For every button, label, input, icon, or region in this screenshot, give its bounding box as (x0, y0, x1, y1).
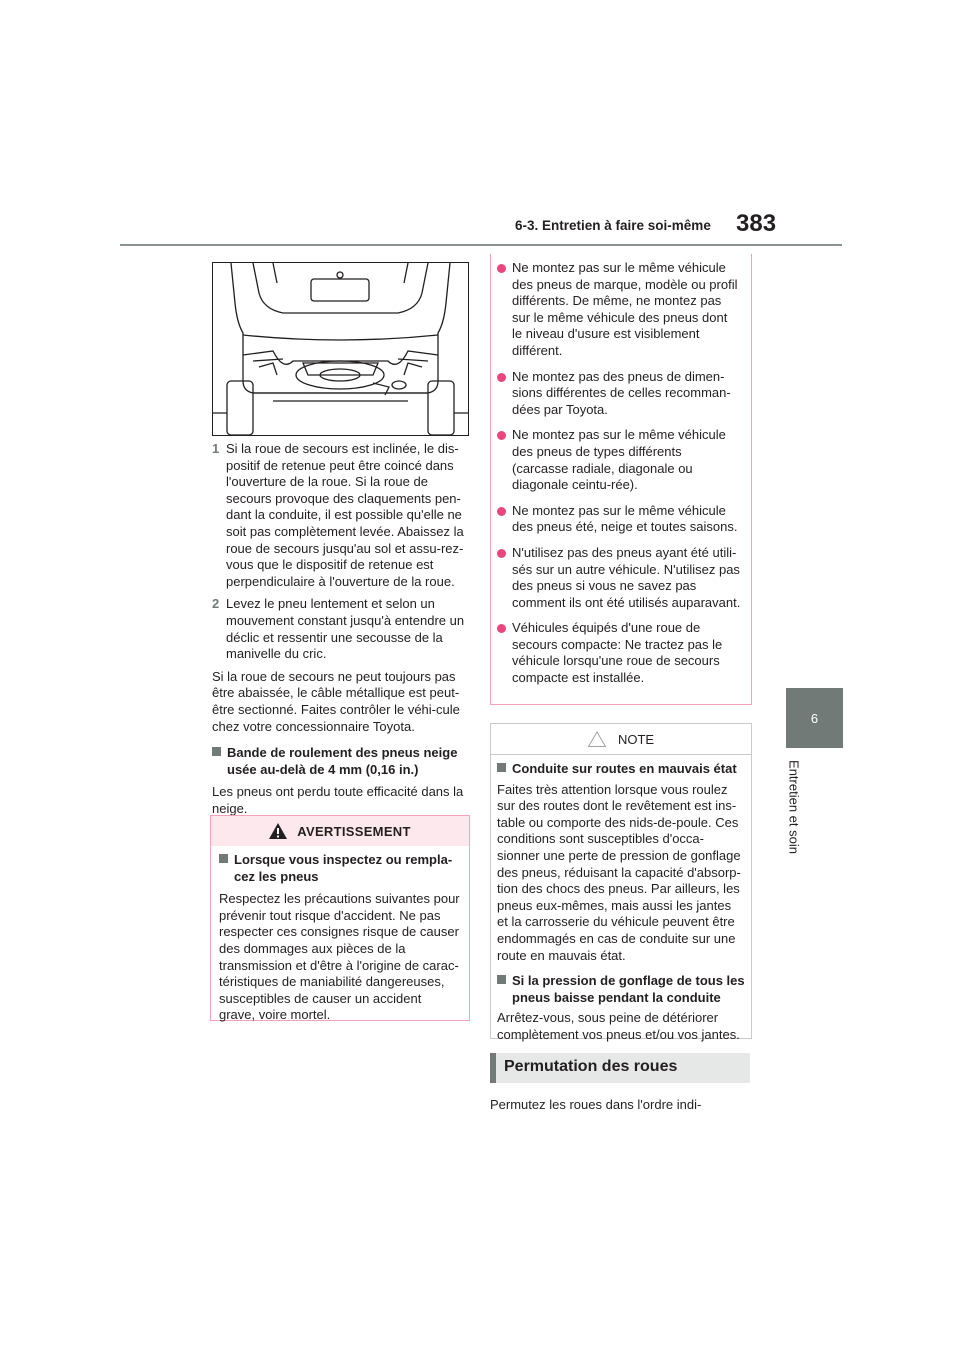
warning-header (211, 816, 469, 846)
warning-list-box (490, 254, 752, 705)
bullet-dot-icon (497, 507, 506, 516)
caution-triangle-outline-icon (588, 731, 606, 747)
chapter-title: Entretien et soin (786, 760, 802, 854)
bullet-dot-icon (497, 431, 506, 440)
list-item: N'utilisez pas des pneus ayant été utili-sés sur un autre véhicule. N'utilisez pas des pneus si vous ne savez pas comment ils ont été utilisés auparavant. (497, 545, 741, 611)
bullet-dot-icon (497, 373, 506, 382)
note-header (491, 724, 751, 755)
car-rear-spare-tire-icon (213, 263, 468, 435)
bullet-dot-icon (497, 549, 506, 558)
section-header (490, 1053, 750, 1083)
warning-triangle-icon (269, 823, 287, 839)
step-1 (212, 441, 468, 590)
square-bullet-icon (219, 854, 228, 863)
note-heading-2: Si la pression de gonflage de tous les pneus baisse pendant la conduite (497, 973, 745, 1006)
chapter-tab[interactable] (786, 688, 843, 748)
car-rear-illustration (212, 262, 469, 436)
section-accent-bar (490, 1053, 496, 1083)
square-bullet-icon (497, 975, 506, 984)
subheading-body: Les pneus ont perdu toute efficacité dans la neige. (212, 784, 464, 816)
warning-box (210, 815, 470, 1021)
list-item: Ne montez pas sur le même véhicule des pneus été, neige et toutes saisons. (497, 503, 741, 536)
step-2 (212, 596, 468, 662)
square-bullet-icon (497, 763, 506, 772)
note-box (490, 723, 752, 1042)
header-divider (120, 244, 842, 246)
instruction-steps (212, 441, 468, 817)
warning-title: AVERTISSEMENT (297, 823, 411, 839)
note-title: NOTE (617, 731, 655, 747)
list-item: Ne montez pas des pneus de dimen-sions différentes de celles recomman-dées par Toyota. (497, 369, 741, 419)
step-number: 1 (212, 441, 220, 456)
note-heading-1: Conduite sur routes en mauvais état (497, 761, 745, 778)
chapter-number: 6 (810, 710, 819, 726)
list-item: Ne montez pas sur le même véhicule des pneus de types différents (carcasse radiale, diagonale ou diagonale ceintu-rée). (497, 427, 741, 493)
list-item: Véhicules équipés d'une roue de secours compacte: Ne tractez pas le véhicule lorsqu'une roue de secours compacte est installée. (497, 620, 741, 686)
note-body-2: Arrêtez-vous, sous peine de détériorer complètement vos pneus et/ou vos jantes. (497, 1010, 740, 1042)
section-title: 6-3. Entretien à faire soi-même (515, 218, 711, 233)
section-heading: Permutation des roues (504, 1058, 678, 1075)
section-body: Permutez les roues dans l'ordre indi- (490, 1097, 702, 1112)
bullet-dot-icon (497, 624, 506, 633)
step-text: Si la roue de secours est inclinée, le dis-positif de retenue peut être coincé dans l'ouverture de la roue. Si la roue de secours provoque des claquements pen-dant la conduite, il est possible qu'elle ne soit pas complètement levée. Abaissez la roue de secours jusqu'au sol et assu-rez-vous que le dispositif de retenue est perpendiculaire à l'ouverture de la roue. (226, 441, 464, 589)
list-item: Ne montez pas sur le même véhicule des pneus de marque, modèle ou profil différents. De même, ne montez pas sur le même véhicule des pneus dont le niveau d'usure est visiblement différent. (497, 260, 741, 360)
square-bullet-icon (212, 747, 221, 756)
warning-subheading: Lorsque vous inspectez ou rempla-cez les pneus (219, 852, 461, 885)
page-number: 383 (736, 210, 777, 237)
note-body-1: Faites très attention lorsque vous roulez sur des routes dont le revêtement est ins-table ou comporte des nids-de-poule. Ces conditions sont susceptibles d'occa-sionner une perte de pression de gonflage des pneus, réduisant la capacité d'absorp-tion des chocs des pneus. Par ailleurs, les pneus eux-mêmes, mais aussi les jantes et la carrosserie du véhicule peuvent être endommagés en cas de conduite sur une route en mauvais état. (497, 781, 741, 963)
subheading: Bande de roulement des pneus neige usée au-delà de 4 mm (0,16 in.) (212, 745, 468, 778)
bullet-dot-icon (497, 264, 506, 273)
step-number: 2 (212, 596, 220, 612)
paragraph: Si la roue de secours ne peut toujours pas être abaissée, le câble métallique est peut-être sectionné. Faites contrôler le véhi-cule chez votre concessionnaire Toyota. (212, 668, 460, 734)
warning-body: Respectez les précautions suivantes pour prévenir tout risque d'accident. Ne pas respecter ces consignes risque de causer des dommages aux pièces de la transmission et d'être à l'origine de carac-téristiques de maniabilité dangereuses, susceptibles de causer un accident grave, voire mortel. (219, 891, 460, 1023)
chapter-title-vertical (778, 752, 810, 862)
step-text: Levez le pneu lentement et selon un mouvement constant jusqu'à entendre un déclic et ressentir une secousse de la manivelle du cric. (226, 596, 465, 662)
